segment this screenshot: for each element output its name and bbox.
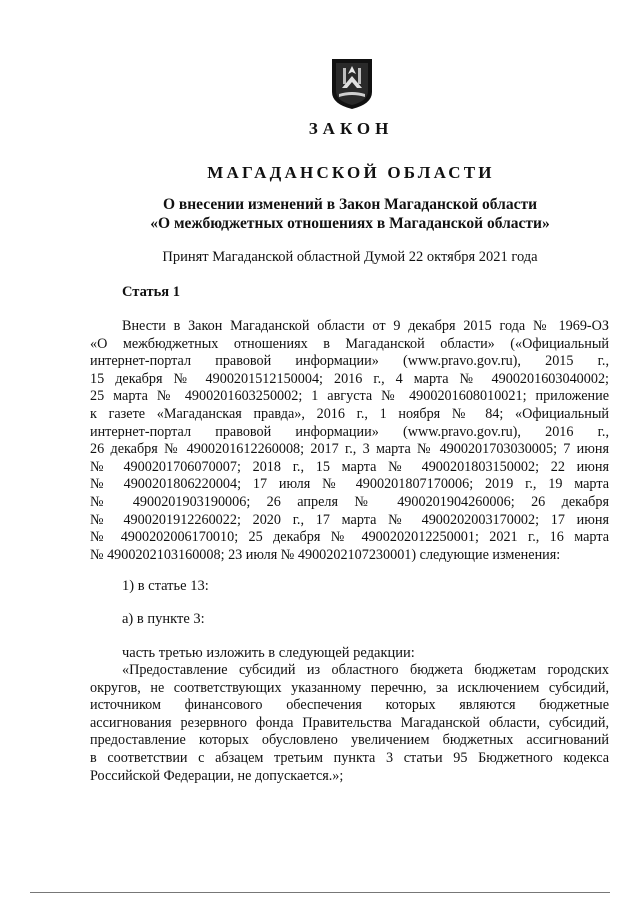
paragraph-line: № 4900201912260022; 2020 г., 17 марта № 4900202003170002; 17 июня — [90, 511, 609, 528]
paragraph-line: 25 марта № 4900201603250002; 1 августа № 4900201608010021; приложение — [90, 388, 609, 405]
paragraph-line: в соответствии с абзацем третьим пункта 3 статьи 95 Бюджетного кодекса — [90, 749, 609, 766]
article-title: Статья 1 — [122, 284, 180, 300]
item-part-three: часть третью изложить в следующей редакции: — [122, 645, 415, 661]
article-intro-paragraph — [90, 318, 609, 564]
paragraph-line: округов, не соответствующих указанному перечню, за исключением субсидий, — [90, 679, 609, 696]
paragraph-line: № 4900202103160008; 23 июля № 4900202107230001) следующие изменения: — [90, 546, 561, 563]
item-a: а) в пункте 3: — [122, 611, 205, 627]
adoption-note: Принят Магаданской областной Думой 22 октября 2021 года — [162, 249, 538, 265]
bottom-rule — [30, 892, 610, 893]
paragraph-line: к газете «Магаданская правда», 2016 г., 1 ноября № 84; «Официальный — [90, 405, 609, 422]
paragraph-line: «Предоставление субсидий из областного бюджета бюджетам городских — [122, 662, 609, 678]
law-subtitle-line-2: «О межбюджетных отношениях в Магаданской области» — [150, 215, 550, 232]
quoted-amendment-paragraph — [90, 662, 609, 785]
paragraph-line: Внести в Закон Магаданской области от 9 декабря 2015 года № 1969-ОЗ — [122, 318, 609, 334]
paragraph-line: № 4900201706070007; 2018 г., 15 марта № 4900201803150002; 22 июня — [90, 458, 609, 475]
paragraph-line: предоставление которых обусловлено увеличением бюджетных ассигнований — [90, 732, 609, 749]
coat-of-arms-icon — [331, 58, 373, 110]
paragraph-line: интернет-портал правовой информации» (www.pravo.gov.ru), 2016 г., — [90, 423, 609, 440]
paragraph-line: источником финансового обеспечения которых являются бюджетные — [90, 697, 609, 714]
paragraph-line: 26 декабря № 4900201612260008; 2017 г., 3 марта № 4900201703030005; 7 июня — [90, 441, 609, 458]
paragraph-line: ассигнования резервного фонда Правительства Магаданской области, субсидий, — [90, 714, 609, 731]
paragraph-line: «О межбюджетных отношениях в Магаданской области» («Официальный — [90, 335, 609, 352]
paragraph-line: интернет-портал правовой информации» (www.pravo.gov.ru), 2015 г., — [90, 353, 609, 370]
paragraph-line: Российской Федерации, не допускается.»; — [90, 767, 344, 784]
paragraph-line: № 4900201903190006; 26 апреля № 4900201904260006; 26 декабря — [90, 493, 609, 510]
paragraph-line: № 4900202006170010; 25 декабря № 4900202012250001; 2021 г., 16 марта — [90, 529, 609, 546]
paragraph-line: № 4900201806220004; 17 июля № 4900201807170006; 2019 г., 19 марта — [90, 476, 609, 493]
law-subtitle-line-1: О внесении изменений в Закон Магаданской области — [162, 196, 538, 213]
region-heading: МАГАДАНСКОЙ ОБЛАСТИ — [207, 163, 495, 182]
law-heading: ЗАКОН — [308, 119, 394, 138]
item-1: 1) в статье 13: — [122, 578, 209, 594]
paragraph-line: 15 декабря № 4900201512150004; 2016 г., 4 марта № 4900201603040002; — [90, 370, 609, 387]
